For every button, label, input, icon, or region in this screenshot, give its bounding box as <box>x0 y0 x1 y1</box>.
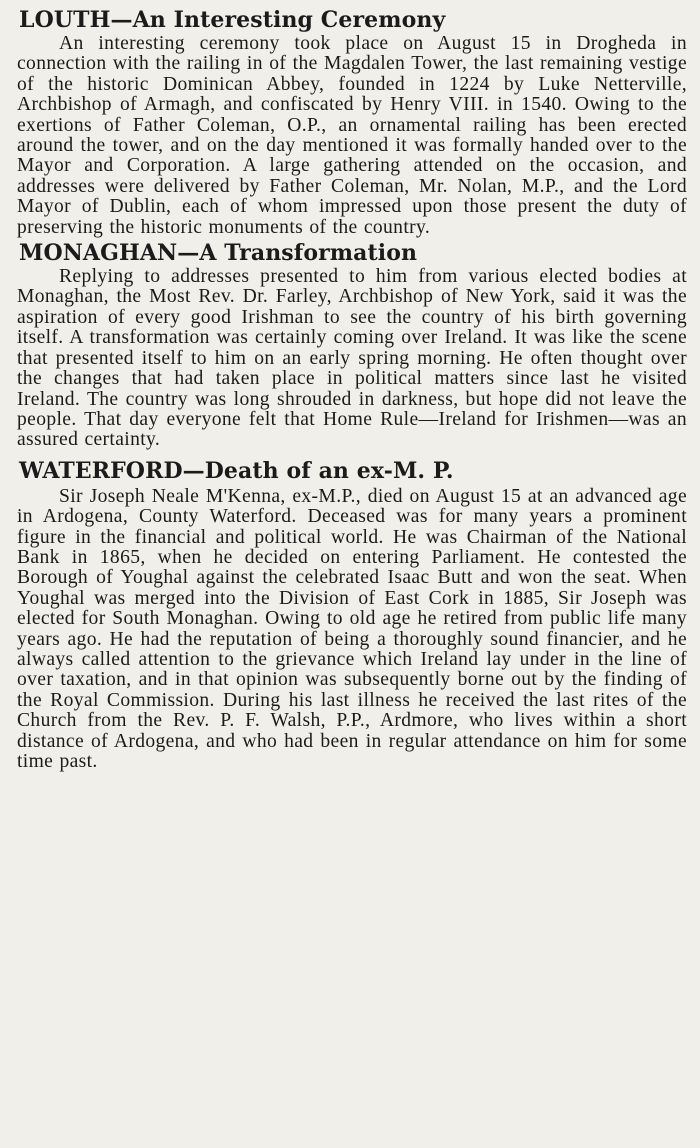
article-body-monaghan: Replying to addresses presented to him from various elected bodies at Monaghan, the Most Rev. Dr. Farley, Archbishop of New York, said it was the aspiration of every good Irishman to see the country of his birth governing itself. A transformation was certainly coming over Ireland. It was like the scene that presented itself to him on an early spring morning. He often thought over the changes that had taken place in political matters since last he visited Ireland. The country was long shrouded in darkness, but hope did not leave the people. That day everyone felt that Home Rule—Ireland for Irishmen—was an assured certainty. <box>17 266 687 451</box>
article-waterford <box>17 457 687 773</box>
headline-waterford: WATERFORD—Death of an ex-M. P. <box>19 457 454 484</box>
article-body-louth: An interesting ceremony took place on August 15 in Drogheda in connection with the railing in of the Magdalen Tower, the last remaining vestige of the historic Dominican Abbey, founded in 1224 by Luke Netterville, Archbishop of Armagh, and confiscated by Henry VIII. in 1540. Owing to the exertions of Father Coleman, O.P., an ornamental railing has been erected around the tower, and on the day mentioned it was formally handed over to the Mayor and Corporation. A large gathering attended on the occasion, and addresses were delivered by Father Coleman, Mr. Nolan, M.P., and the Lord Mayor of Dublin, each of whom impressed upon those present the duty of preserving the historic monuments of the country. <box>17 33 687 238</box>
article-body-waterford: Sir Joseph Neale M'Kenna, ex-M.P., died on August 15 at an advanced age in Ardogena, County Waterford. Deceased was for many years a prominent figure in the financial and political world. He was Chairman of the National Bank in 1865, when he decided on entering Parliament. He contested the Borough of Youghal against the celebrated Isaac Butt and won the seat. When Youghal was merged into the Division of East Cork in 1885, Sir Joseph was elected for South Monaghan. Owing to old age he retired from public life many years ago. He had the reputation of being a thoroughly sound financier, and he always called attention to the grievance which Ireland lay under in the line of over taxation, and in that opinion was subsequently borne out by the finding of the Royal Commission. During his last illness he received the last rites of the Church from the Rev. P. F. Walsh, P.P., Ardmore, who lives within a short distance of Ardogena, and who had been in regular attendance on him for some time past. <box>17 485 687 772</box>
headline-monaghan: MONAGHAN—A Transformation <box>19 240 418 267</box>
article-monaghan <box>17 239 687 451</box>
article-louth <box>17 6 687 238</box>
headline-louth: LOUTH—An Interesting Ceremony <box>19 7 446 33</box>
